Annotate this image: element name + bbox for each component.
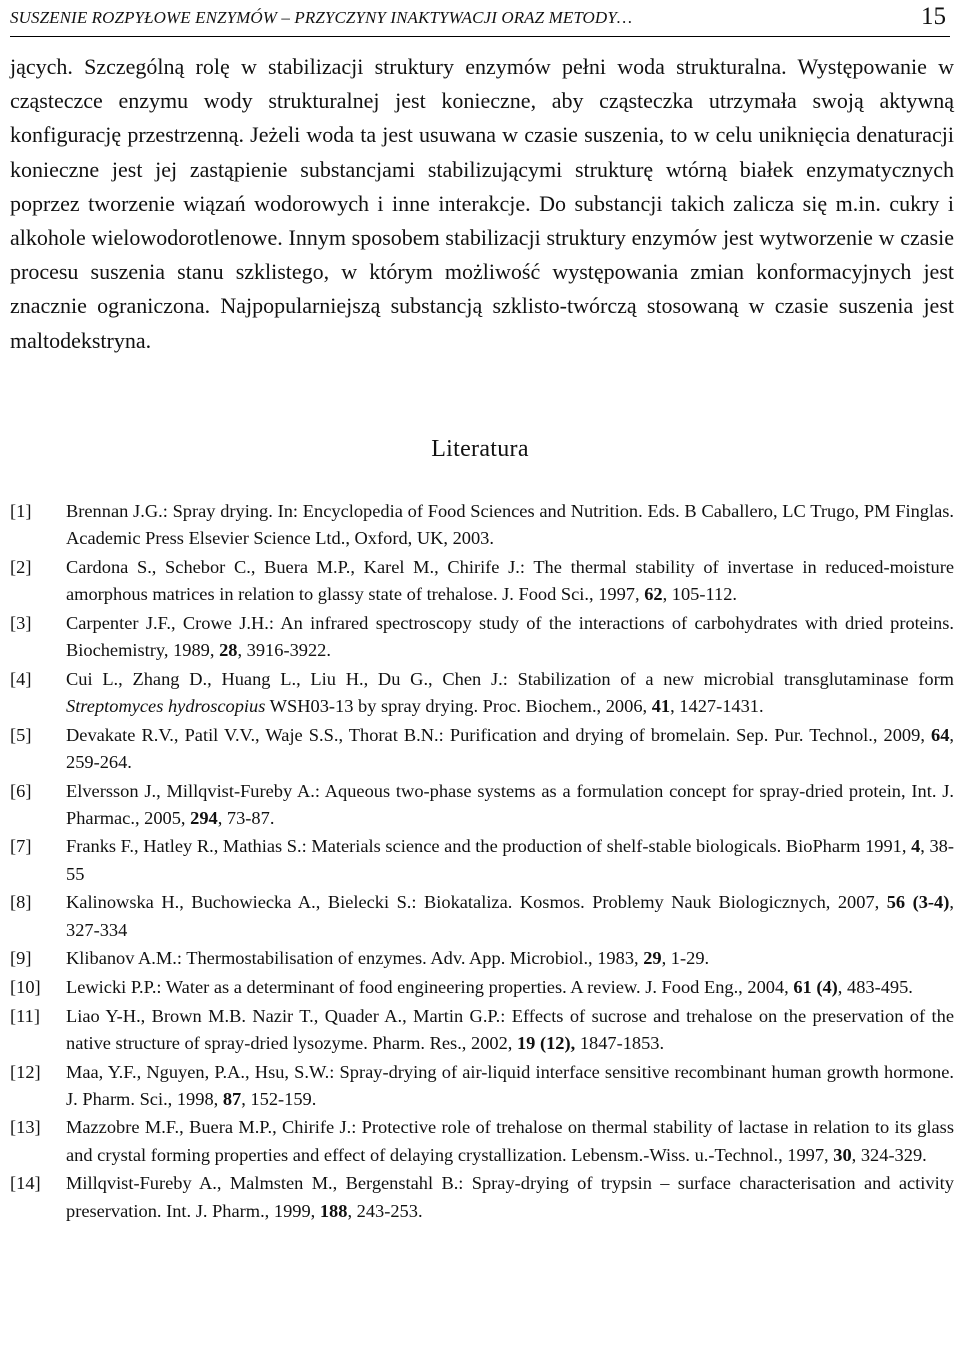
- reference-number: [10]: [10, 976, 41, 997]
- reference-number: [8]: [10, 892, 32, 913]
- reference-item: [10, 666, 954, 720]
- reference-volume: 41: [651, 695, 671, 716]
- reference-text-segment: , 259-264.: [66, 724, 954, 772]
- reference-text-segment: , 3916-3922.: [237, 640, 331, 661]
- reference-text-segment: Maa, Y.F., Nguyen, P.A., Hsu, S.W.: Spray-drying of air-liquid interface sensitive recombinant human growth hormone. J. Pharm. Sci., 1998,: [66, 1061, 954, 1109]
- reference-item: [10, 1170, 954, 1224]
- running-header: [10, 2, 950, 37]
- reference-text: [66, 1114, 954, 1168]
- body-paragraph: jących. Szczególną rolę w stabilizacji struktury enzymów pełni woda strukturalna. Występowanie w cząsteczce enzymu wody strukturalnej jest konieczne, aby cząsteczka utrzymała swoją aktywną konfigurację przestrzenną. Jeżeli woda ta jest usuwana w czasie suszenia, to w celu uniknięcia denaturacji konieczne jest jej zastąpienie substancjami stabilizującymi strukturę wtórną białek enzymatycznych poprzez tworzenie wiązań wodorowych i inne interakcje. Do substancji takich zalicza się m.in. cukry i alkohole wielowodorotlenowe. Innym sposobem stabilizacji struktury enzymów jest wytworzenie w czasie procesu suszenia stanu szklistego, w którym możliwość występowania zmian konformacyjnych jest znacznie ograniczona. Najpopularniejszą substancją szklisto-twórczą stosowaną w czasie suszenia jest maltodekstryna.: [10, 54, 954, 353]
- reference-text-segment: , 1427-1431.: [670, 695, 764, 716]
- reference-text: [66, 666, 954, 720]
- reference-number: [2]: [10, 556, 32, 577]
- reference-item: [10, 1003, 954, 1057]
- reference-number: [1]: [10, 501, 32, 521]
- reference-text-segment: 1847-1853.: [575, 1032, 665, 1053]
- reference-text: [66, 833, 954, 887]
- reference-text-segment: Brennan J.G.: Spray drying. In: Encyclopedia of Food Sciences and Nutrition. Eds. B Caballero, LC Trugo, PM Finglas. Academic Press Elsevier Science Ltd., Oxford, UK, 2003.: [66, 501, 954, 549]
- reference-item: [10, 1059, 954, 1113]
- reference-number: [11]: [10, 1005, 40, 1026]
- reference-item: [10, 610, 954, 664]
- reference-volume: 294: [190, 807, 218, 828]
- reference-number: [4]: [10, 668, 32, 689]
- reference-text: [66, 889, 954, 943]
- reference-text-segment: Lewicki P.P.: Water as a determinant of food engineering properties. A review. J. Food Eng., 2004,: [66, 976, 794, 997]
- reference-text-segment: , 105-112.: [662, 584, 737, 605]
- reference-number: [14]: [10, 1173, 41, 1194]
- reference-text: [66, 1003, 954, 1057]
- reference-text-segment: , 38-55: [66, 836, 954, 884]
- reference-text-segment: , 1-29.: [661, 948, 710, 969]
- section-title: Literatura: [431, 436, 529, 462]
- reference-text-segment: Cui L., Zhang D., Huang L., Liu H., Du G., Chen J.: Stabilization of a new microbial transglutaminase form: [66, 668, 954, 689]
- reference-item: [10, 554, 954, 608]
- reference-number: [3]: [10, 612, 32, 633]
- reference-text-segment: Liao Y-H., Brown M.B. Nazir T., Quader A., Martin G.P.: Effects of sucrose and trehalose on the preservation of the native structure of spray-dried lysozyme. Pharm. Res., 2002,: [66, 1005, 954, 1053]
- reference-item: [10, 722, 954, 776]
- reference-item: [10, 498, 954, 552]
- reference-text-segment: Carpenter J.F., Crowe J.H.: An infrared spectroscopy study of the interactions of carbohydrates with dried proteins. Biochemistry, 1989,: [66, 612, 954, 661]
- reference-text: [66, 974, 954, 1001]
- reference-number: [7]: [10, 836, 32, 857]
- reference-number: [5]: [10, 724, 32, 745]
- reference-number: [6]: [10, 780, 32, 801]
- reference-volume: 56 (3-4): [886, 892, 950, 913]
- reference-volume: 64: [931, 724, 950, 745]
- reference-item: [10, 974, 954, 1001]
- reference-volume: 29: [643, 948, 662, 969]
- reference-text-segment: Devakate R.V., Patil V.V., Waje S.S., Thorat B.N.: Purification and drying of bromelain. Sep. Pur. Technol., 2009,: [66, 724, 931, 745]
- reference-item: [10, 833, 954, 887]
- reference-text-segment: Kalinowska H., Buchowiecka A., Bielecki S.: Biokataliza. Kosmos. Problemy Nauk Biologicznych, 2007,: [66, 892, 887, 913]
- page-number: 15: [921, 3, 946, 30]
- reference-text: [66, 1059, 954, 1113]
- reference-volume: 61 (4): [793, 976, 838, 997]
- reference-number: [13]: [10, 1117, 41, 1138]
- reference-volume: 188: [319, 1200, 348, 1221]
- reference-item: [10, 945, 954, 972]
- body-text: [10, 50, 954, 358]
- reference-number: [9]: [10, 948, 32, 969]
- reference-text-segment: Millqvist-Fureby A., Malmsten M., Bergenstahl B.: Spray-drying of trypsin – surface characterisation and activity preservation. Int. J. Pharm., 1999,: [66, 1173, 954, 1221]
- reference-text: [66, 554, 954, 608]
- reference-text-segment: Cardona S., Schebor C., Buera M.P., Karel M., Chirife J.: The thermal stability of invertase in reduced-moisture amorphous matrices in relation to glassy state of trehalose. J. Food Sci., 1997,: [66, 556, 954, 605]
- reference-item: [10, 889, 954, 943]
- reference-text-segment: , 327-334: [66, 892, 954, 940]
- reference-volume: 30: [833, 1144, 852, 1165]
- reference-text-segment: , 152-159.: [241, 1088, 317, 1109]
- reference-text-segment: , 243-253.: [347, 1200, 423, 1221]
- reference-volume: 4: [911, 836, 921, 857]
- reference-text: [66, 722, 954, 776]
- reference-list: [10, 498, 954, 1225]
- reference-text: [66, 945, 954, 972]
- reference-item: [10, 778, 954, 832]
- reference-number: [12]: [10, 1061, 41, 1082]
- reference-text-segment: Elversson J., Millqvist-Fureby A.: Aqueous two-phase systems as a formulation concept for spray-dried protein, Int. J. Pharmac., 2005,: [66, 780, 954, 828]
- reference-text-segment: WSH03-13 by spray drying. Proc. Biochem., 2006,: [265, 695, 652, 716]
- reference-text-segment: Franks F., Hatley R., Mathias S.: Materials science and the production of shelf-stable biologicals. BioPharm 1991,: [66, 836, 912, 857]
- reference-text-segment: , 483-495.: [837, 976, 913, 997]
- reference-volume: 62: [644, 584, 663, 605]
- reference-text: [66, 1170, 954, 1224]
- reference-volume: 87: [222, 1088, 242, 1109]
- reference-item: [10, 1114, 954, 1168]
- reference-text: [66, 498, 954, 552]
- reference-volume: 19 (12),: [516, 1032, 576, 1053]
- reference-text-segment: , 73-87.: [217, 807, 275, 828]
- reference-text-segment: Mazzobre M.F., Buera M.P., Chirife J.: Protective role of trehalose on thermal stability of lactase in relation to its glass and crystal forming properties and effect of delaying crystallization. Lebensm.-Wiss. u.-Technol., 1997,: [66, 1117, 954, 1165]
- reference-italic-text: Streptomyces hydroscopius: [66, 695, 266, 716]
- reference-text: [66, 610, 954, 664]
- running-title: SUSZENIE ROZPYŁOWE ENZYMÓW – PRZYCZYNY INAKTYWACJI ORAZ METODY…: [10, 8, 633, 27]
- reference-text-segment: , 324-329.: [851, 1144, 927, 1165]
- reference-text: [66, 778, 954, 832]
- reference-volume: 28: [219, 640, 238, 661]
- reference-text-segment: Klibanov A.M.: Thermostabilisation of enzymes. Adv. App. Microbiol., 1983,: [66, 948, 644, 969]
